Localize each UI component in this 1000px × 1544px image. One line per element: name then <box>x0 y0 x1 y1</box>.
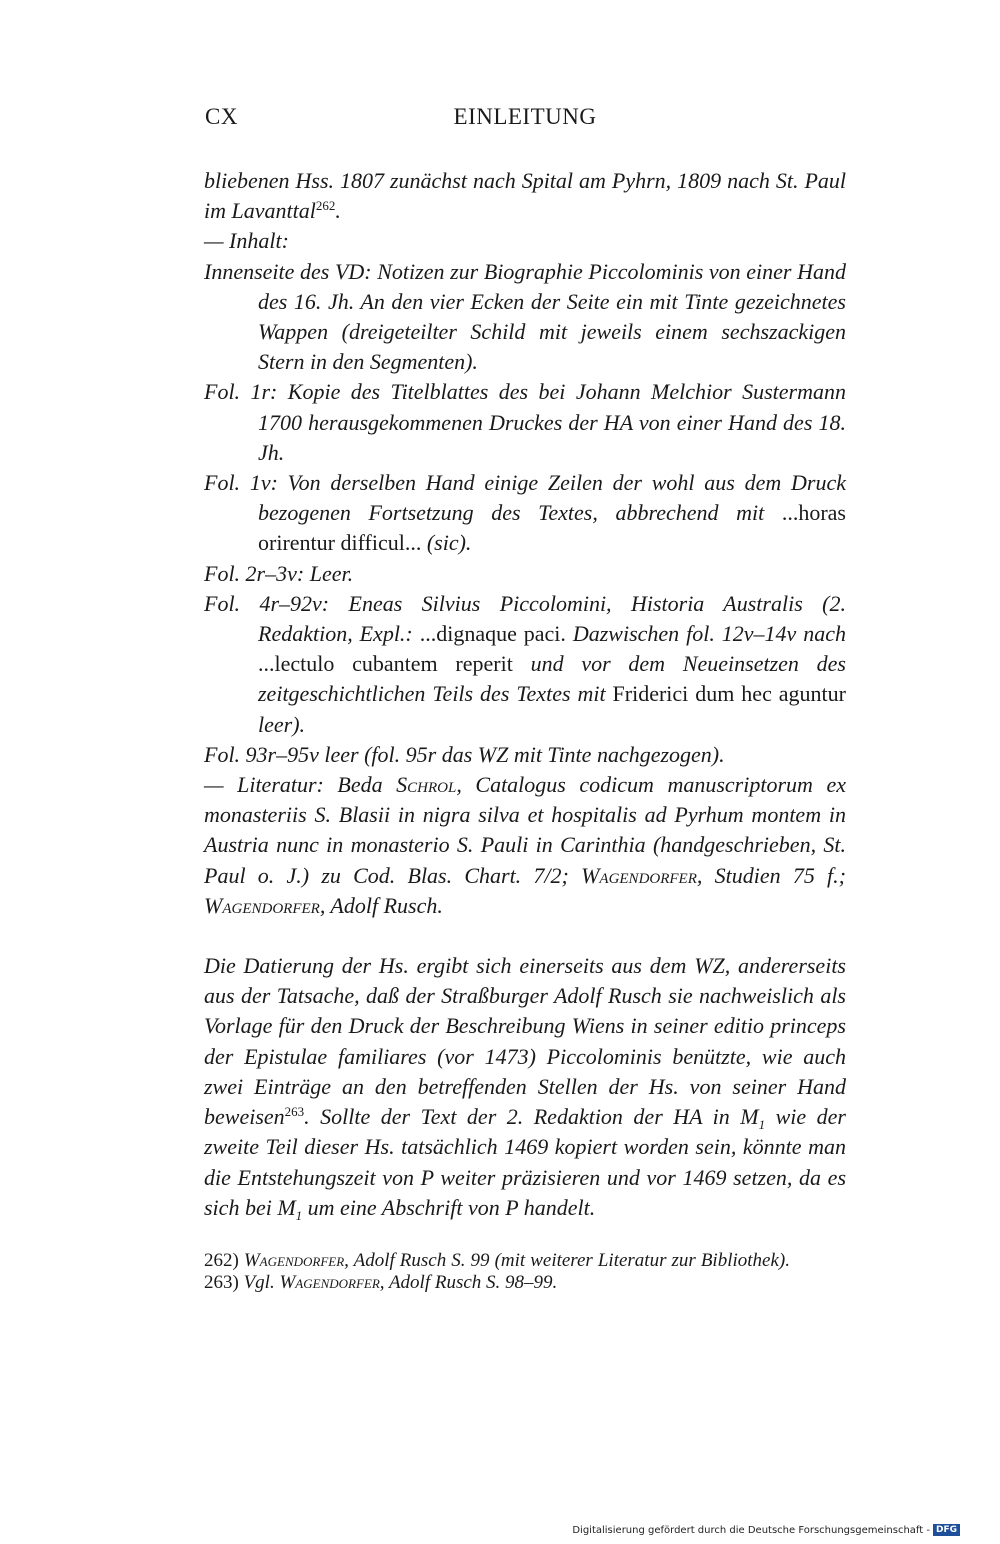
footnote-263-text: Vgl. Wagendorfer, Adolf Rusch S. 98–99. <box>243 1272 558 1293</box>
paragraph-spacer <box>204 921 846 951</box>
entry-fol-1v: Fol. 1v: Von derselben Hand einige Zeilen der wohl aus dem Druck bezogenen Fortsetzung des Textes, abbrechend mit ...horas orirentur difficul... (sic). <box>204 470 846 556</box>
footnote-ref-262: 262 <box>315 198 336 214</box>
footnote-262-number: 262) <box>204 1250 239 1271</box>
running-head: EINLEITUNG <box>453 104 597 129</box>
entry-fol-4r-92v: Fol. 4r–92v: Eneas Silvius Piccolomini, Historia Australis (2. Redaktion, Expl.: ...dignaque paci. Dazwischen fol. 12v–14v nach ...lectulo cubantem reperit und vor dem Neueinsetzen des zeitgeschichtlichen Teils des Textes mit Friderici dum hec aguntur leer). <box>204 590 846 737</box>
footnote-263-number: 263) <box>204 1272 239 1293</box>
footnotes <box>204 1250 846 1294</box>
inhalt-heading: — Inhalt: <box>204 228 289 254</box>
description-intro: bliebenen Hss. 1807 zunächst nach Spital am Pyhrn, 1809 nach St. Paul im Lavanttal$^{262}$. <box>204 168 846 224</box>
entry-fol-2r-3v: Fol. 2r–3v: Leer. <box>204 560 354 586</box>
footnote-ref-263: 263 <box>284 1104 305 1120</box>
page-header <box>205 104 845 140</box>
main-text <box>204 166 846 1223</box>
entry-innenseite: Innenseite des VD: Notizen zur Biographie Piccolominis von einer Hand des 16. Jh. An den vier Ecken der Seite ein mit Tinte gezeichnetes Wappen (dreigeteilter Schild mit jeweils einem sechszackigen Stern in den Segmenten). <box>204 258 846 375</box>
literature: — Literatur: Beda Schrol, Catalogus codicum manuscriptorum ex monasteriis S. Blasii in nigra silva et hospitalis ad Pyrhum montem in Austria nunc in monasterio S. Pauli in Carinthia (handgeschrieben, St. Paul o. J.) zu Cod. Blas. Chart. 7/2; Wagendorfer, Studien 75 f.; Wagendorfer, Adolf Rusch. <box>204 772 846 918</box>
entry-fol-1r: Fol. 1r: Kopie des Titelblattes des bei Johann Melchior Sustermann 1700 herausgekommenen Druckes der HA von einer Hand des 18. Jh. <box>204 379 846 465</box>
dating-paragraph: Die Datierung der Hs. ergibt sich einerseits aus dem WZ, andererseits aus der Tatsache, daß der Straßburger Adolf Rusch sie nachweislich als Vorlage für den Druck der Beschreibung Wiens in seiner editio princeps der Epistulae familiares (vor 1473) Piccolominis benützte, wie auch zwei Einträge an den betreffenden Stellen der Hs. von seiner Hand beweisen$^{263}$. Sollte der Text der 2. Redaktion der HA in $M_1$ wie der zweite Teil dieser Hs. tatsächlich 1469 kopiert worden sein, könnte man die Entstehungszeit von P weiter präzisieren und vor 1469 setzen, da es sich bei $M_1$ um eine Abschrift von P handelt. <box>204 953 846 1223</box>
entry-fol-93r-95v: Fol. 93r–95v leer (fol. 95r das WZ mit Tinte nachgezogen). <box>204 741 725 767</box>
funding-text: Digitalisierung gefördert durch die Deutsche Forschungsgemeinschaft - <box>572 1525 930 1536</box>
page-number: CX <box>205 104 238 129</box>
dfg-logo: DFG <box>933 1524 960 1536</box>
footnote-262-text: Wagendorfer, Adolf Rusch S. 99 (mit weiterer Literatur zur Bibliothek). <box>243 1250 790 1271</box>
funding-note <box>572 1524 960 1538</box>
